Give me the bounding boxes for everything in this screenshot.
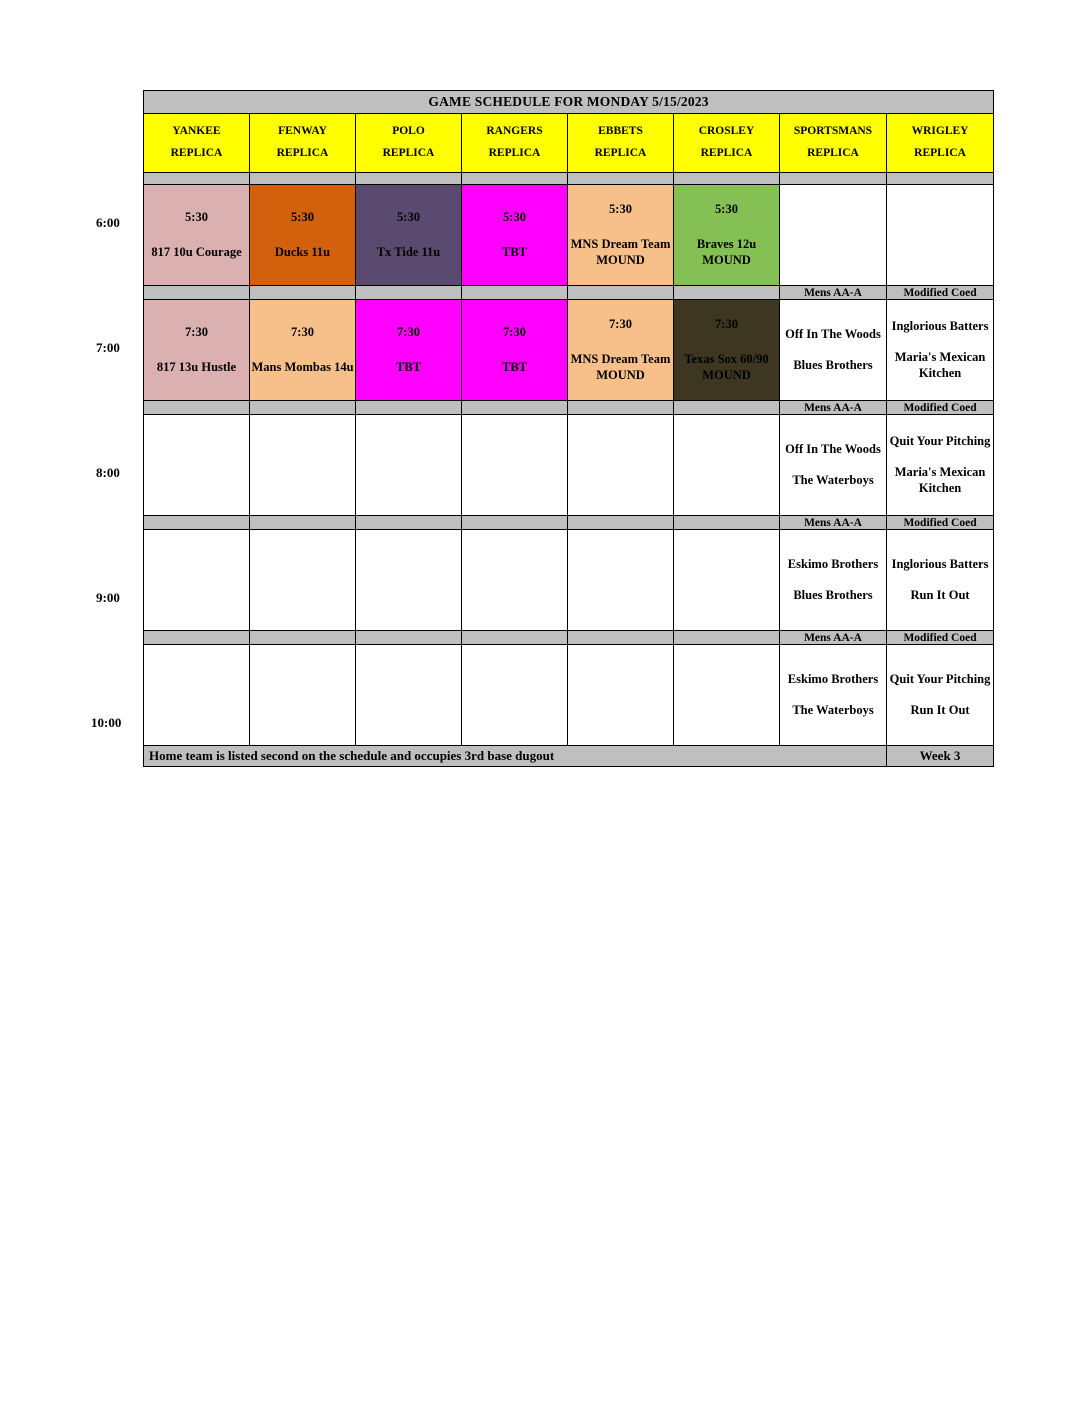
division-row-3 <box>144 516 994 530</box>
page-title: GAME SCHEDULE FOR MONDAY 5/15/2023 <box>144 91 994 114</box>
separator-cell <box>780 173 887 185</box>
field-header-rangers <box>462 114 568 173</box>
field-header-fenway <box>250 114 356 173</box>
field-name: EBBETS <box>598 125 643 138</box>
field-header-wrigley <box>887 114 994 173</box>
footer-row <box>144 746 994 767</box>
separator-cell <box>250 173 356 185</box>
game-cell-wrigley-7 <box>887 300 994 401</box>
time-label-10: 10:00 <box>91 715 122 730</box>
away-team: Quit Your Pitching <box>889 672 991 687</box>
game-cell-fenway-9 <box>250 530 356 631</box>
field-name: FENWAY <box>278 125 327 138</box>
time-label-9: 9:00 <box>96 590 120 605</box>
game-cell-fenway-8 <box>250 415 356 516</box>
division-row-4 <box>144 631 994 645</box>
time-label-7: 7:00 <box>96 340 120 355</box>
division-blank <box>568 516 674 530</box>
home-team: Run It Out <box>910 588 970 602</box>
division-label-mens: Mens AA-A <box>780 631 887 645</box>
game-cell-polo-7 <box>356 300 462 401</box>
division-blank <box>674 516 780 530</box>
schedule-row-8 <box>144 415 994 516</box>
game-cell-crosley-7 <box>674 300 780 401</box>
game-cell-wrigley-10 <box>887 645 994 746</box>
game-time: 7:30 <box>503 325 526 340</box>
away-team: Inglorious Batters <box>891 318 989 333</box>
division-label-coed: Modified Coed <box>887 516 994 530</box>
away-team: Off In The Woods <box>785 442 881 457</box>
away-team: Inglorious Batters <box>891 557 989 572</box>
division-blank <box>462 631 568 645</box>
division-blank <box>356 516 462 530</box>
field-name: CROSLEY <box>698 125 755 138</box>
home-team: Maria's Mexican Kitchen <box>894 349 986 381</box>
game-cell-rangers-10 <box>462 645 568 746</box>
schedule-sheet <box>91 90 993 767</box>
time-label-8: 8:00 <box>96 465 120 480</box>
away-team: Eskimo Brothers <box>787 557 879 572</box>
game-time: 5:30 <box>715 201 738 216</box>
game-matchup: Mans Mombas 14u <box>251 360 354 374</box>
separator-cell <box>144 173 250 185</box>
division-row-1 <box>144 286 994 300</box>
game-time: 5:30 <box>503 210 526 225</box>
title-row <box>144 91 994 114</box>
division-blank <box>144 631 250 645</box>
division-blank <box>356 286 462 300</box>
division-blank <box>250 286 356 300</box>
field-sub: REPLICA <box>382 147 435 159</box>
field-header-sportsmans <box>780 114 887 173</box>
game-cell-sportsmans-7 <box>780 300 887 401</box>
schedule-row-6 <box>144 185 994 286</box>
game-cell-rangers-6 <box>462 185 568 286</box>
schedule-row-10 <box>144 645 994 746</box>
schedule-row-7 <box>144 300 994 401</box>
game-matchup: TBT <box>501 360 527 374</box>
game-cell-ebbets-9 <box>568 530 674 631</box>
game-time: 7:30 <box>397 325 420 340</box>
game-cell-fenway-6 <box>250 185 356 286</box>
game-matchup: Tx Tide 11u <box>376 245 441 259</box>
game-matchup: 817 10u Courage <box>151 245 242 259</box>
field-sub: REPLICA <box>914 147 966 159</box>
game-cell-yankee-10 <box>144 645 250 746</box>
game-cell-yankee-7 <box>144 300 250 401</box>
game-cell-yankee-6 <box>144 185 250 286</box>
game-cell-crosley-9 <box>674 530 780 631</box>
field-header-row <box>144 114 994 173</box>
division-label-coed: Modified Coed <box>887 631 994 645</box>
schedule-row-9 <box>144 530 994 631</box>
separator-row-1 <box>144 173 994 185</box>
field-sub: REPLICA <box>807 147 859 159</box>
game-cell-sportsmans-9 <box>780 530 887 631</box>
game-cell-ebbets-8 <box>568 415 674 516</box>
division-label-coed: Modified Coed <box>887 286 994 300</box>
division-label-mens: Mens AA-A <box>780 516 887 530</box>
separator-cell <box>462 173 568 185</box>
division-blank <box>144 401 250 415</box>
division-blank <box>144 286 250 300</box>
field-sub: REPLICA <box>594 147 647 159</box>
game-matchup: MNS Dream Team MOUND <box>570 236 671 268</box>
away-team: Off In The Woods <box>785 327 881 342</box>
separator-cell <box>887 173 994 185</box>
division-blank <box>462 401 568 415</box>
home-team: Maria's Mexican Kitchen <box>894 464 986 496</box>
field-sub: REPLICA <box>700 147 753 159</box>
field-sub: REPLICA <box>170 147 223 159</box>
division-blank <box>568 401 674 415</box>
division-label-mens: Mens AA-A <box>780 286 887 300</box>
game-cell-yankee-8 <box>144 415 250 516</box>
home-team: Blues Brothers <box>793 358 873 372</box>
game-cell-polo-6 <box>356 185 462 286</box>
game-matchup: Texas Sox 60/90 MOUND <box>684 351 769 383</box>
game-matchup: 817 13u Hustle <box>156 360 237 374</box>
division-blank <box>462 516 568 530</box>
division-blank <box>250 516 356 530</box>
home-team: Run It Out <box>910 703 970 717</box>
division-blank <box>568 286 674 300</box>
game-matchup: Braves 12u MOUND <box>696 236 757 268</box>
division-blank <box>674 401 780 415</box>
game-cell-fenway-7 <box>250 300 356 401</box>
game-cell-ebbets-10 <box>568 645 674 746</box>
game-cell-crosley-10 <box>674 645 780 746</box>
footer-note: Home team is listed second on the schedule and occupies 3rd base dugout <box>144 746 887 767</box>
home-team: Blues Brothers <box>793 588 873 602</box>
game-time: 5:30 <box>397 210 420 225</box>
game-matchup: MNS Dream Team MOUND <box>570 351 671 383</box>
away-team: Quit Your Pitching <box>889 433 991 448</box>
game-cell-sportsmans-6 <box>780 185 887 286</box>
field-header-ebbets <box>568 114 674 173</box>
game-cell-crosley-6 <box>674 185 780 286</box>
division-blank <box>356 631 462 645</box>
home-team: The Waterboys <box>792 703 874 717</box>
game-cell-ebbets-6 <box>568 185 674 286</box>
game-schedule-table <box>143 90 994 767</box>
field-name: POLO <box>392 125 425 138</box>
division-blank <box>568 631 674 645</box>
separator-cell <box>568 173 674 185</box>
field-name: WRIGLEY <box>911 125 969 138</box>
separator-cell <box>356 173 462 185</box>
game-cell-sportsmans-10 <box>780 645 887 746</box>
division-row-2 <box>144 401 994 415</box>
game-matchup: TBT <box>395 360 421 374</box>
field-sub: REPLICA <box>276 147 329 159</box>
game-time: 7:30 <box>609 316 632 331</box>
game-cell-fenway-10 <box>250 645 356 746</box>
division-blank <box>250 631 356 645</box>
field-header-polo <box>356 114 462 173</box>
game-cell-sportsmans-8 <box>780 415 887 516</box>
field-name: RANGERS <box>486 125 543 138</box>
division-label-mens: Mens AA-A <box>780 401 887 415</box>
game-time: 7:30 <box>185 325 208 340</box>
time-label-6: 6:00 <box>96 215 120 230</box>
division-blank <box>250 401 356 415</box>
game-cell-crosley-8 <box>674 415 780 516</box>
division-blank <box>356 401 462 415</box>
game-cell-yankee-9 <box>144 530 250 631</box>
game-cell-polo-8 <box>356 415 462 516</box>
field-name: YANKEE <box>172 125 221 138</box>
field-name: SPORTSMANS <box>793 125 873 138</box>
game-cell-rangers-8 <box>462 415 568 516</box>
separator-cell <box>674 173 780 185</box>
game-time: 7:30 <box>291 325 314 340</box>
game-cell-rangers-9 <box>462 530 568 631</box>
game-cell-polo-9 <box>356 530 462 631</box>
home-team: The Waterboys <box>792 473 874 487</box>
division-blank <box>462 286 568 300</box>
game-time: 5:30 <box>185 210 208 225</box>
field-sub: REPLICA <box>488 147 541 159</box>
game-cell-wrigley-9 <box>887 530 994 631</box>
game-cell-polo-10 <box>356 645 462 746</box>
field-header-crosley <box>674 114 780 173</box>
division-label-coed: Modified Coed <box>887 401 994 415</box>
game-time: 7:30 <box>715 316 738 331</box>
away-team: Eskimo Brothers <box>787 672 879 687</box>
game-cell-wrigley-8 <box>887 415 994 516</box>
game-time: 5:30 <box>609 201 632 216</box>
field-header-yankee <box>144 114 250 173</box>
footer-week: Week 3 <box>887 746 994 767</box>
game-cell-ebbets-7 <box>568 300 674 401</box>
game-cell-wrigley-6 <box>887 185 994 286</box>
division-blank <box>144 516 250 530</box>
game-time: 5:30 <box>291 210 314 225</box>
game-matchup: Ducks 11u <box>274 245 331 259</box>
game-cell-rangers-7 <box>462 300 568 401</box>
division-blank <box>674 286 780 300</box>
division-blank <box>674 631 780 645</box>
game-matchup: TBT <box>501 245 527 259</box>
